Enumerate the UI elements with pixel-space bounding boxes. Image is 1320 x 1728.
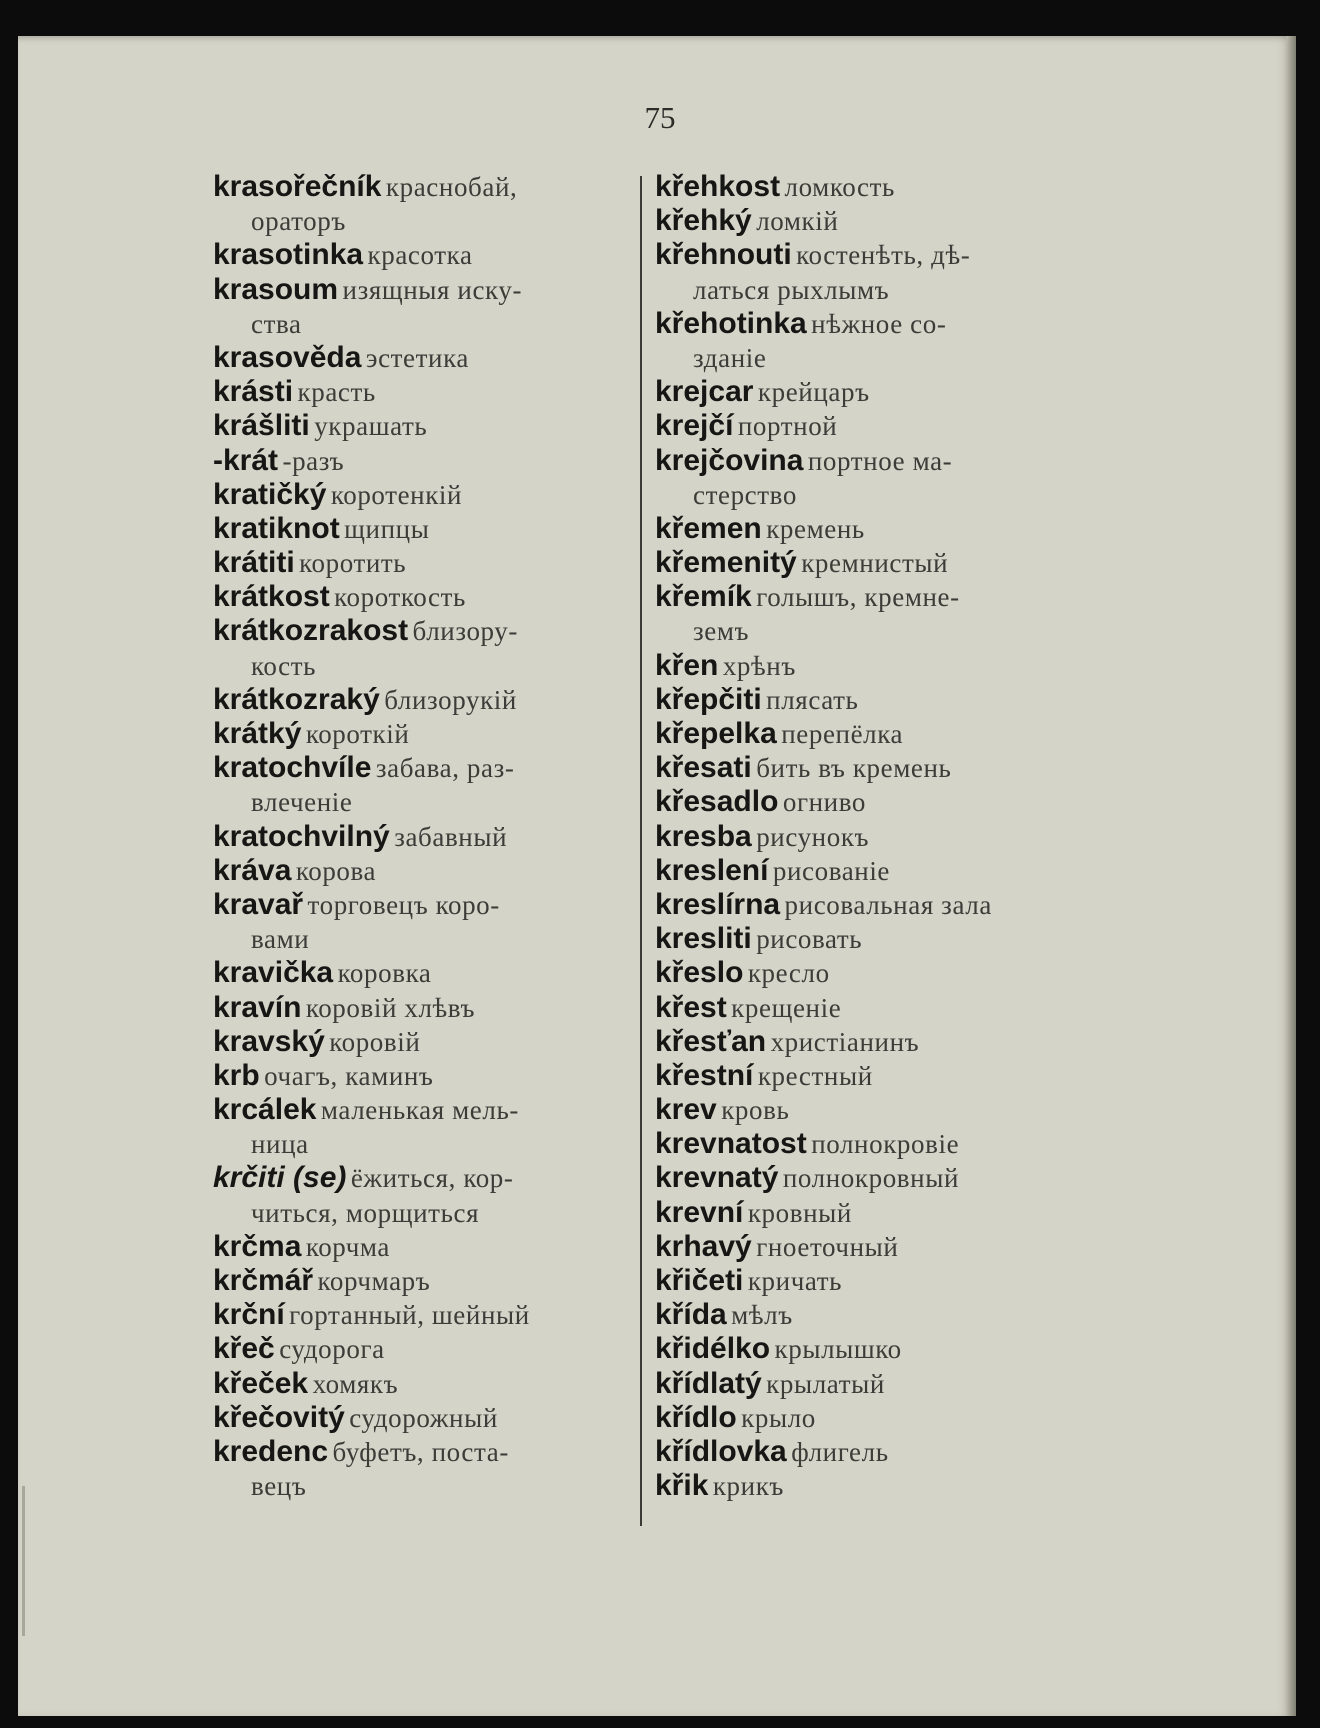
translation: рисунокъ	[756, 821, 870, 852]
translation: полнокровіе	[811, 1129, 960, 1160]
dictionary-entry	[213, 512, 628, 546]
dictionary-entry	[655, 751, 1070, 785]
headword: křečovitý	[213, 1400, 345, 1434]
entry-continuation	[213, 785, 628, 819]
translation: зданіе	[693, 342, 767, 373]
headword: křehký	[655, 204, 752, 238]
headword: křepčiti	[655, 682, 762, 716]
translation: гноеточный	[756, 1231, 899, 1262]
dictionary-entry	[655, 444, 1070, 478]
headword: křemík	[655, 580, 752, 614]
headword: krásti	[213, 375, 294, 409]
translation: земъ	[693, 616, 750, 647]
margin-mark	[22, 1486, 25, 1636]
dictionary-entry	[655, 785, 1070, 819]
translation: буфетъ, поста-	[332, 1436, 509, 1467]
left-column	[213, 170, 628, 1503]
dictionary-entry	[655, 956, 1070, 990]
dictionary-entry	[655, 238, 1070, 272]
headword: krášliti	[213, 409, 310, 443]
headword: kresba	[655, 819, 752, 853]
dictionary-entry	[213, 991, 628, 1025]
translation: корчмаръ	[317, 1266, 431, 1296]
headword: krev	[655, 1093, 717, 1127]
translation: корова	[295, 855, 377, 886]
dictionary-entry	[213, 1435, 628, 1469]
dictionary-entry	[655, 1127, 1070, 1161]
headword: křemen	[655, 511, 762, 545]
dictionary-entry	[655, 1435, 1070, 1469]
entry-continuation	[213, 649, 628, 683]
dictionary-entry	[655, 1161, 1070, 1195]
headword: křidélko	[655, 1332, 771, 1366]
translation: краснобай,	[385, 172, 518, 202]
headword: kredenc	[213, 1434, 329, 1468]
dictionary-entry	[655, 1230, 1070, 1264]
dictionary-entry	[213, 580, 628, 614]
headword: krasořečník	[213, 170, 382, 203]
headword: křepelka	[655, 717, 777, 750]
dictionary-entry	[655, 409, 1070, 443]
dictionary-entry	[655, 307, 1070, 341]
headword: křesati	[655, 751, 752, 785]
dictionary-entry	[655, 1093, 1070, 1127]
translation: ёжиться, кор-	[350, 1163, 514, 1194]
dictionary-entry	[655, 854, 1070, 888]
translation: близорукій	[384, 684, 517, 715]
dictionary-entry	[655, 1401, 1070, 1435]
dictionary-entry	[213, 1230, 628, 1264]
dictionary-entry	[213, 1401, 628, 1435]
dictionary-entry	[213, 375, 628, 409]
translation: костенѣть, дѣ-	[796, 240, 971, 271]
translation: стерство	[693, 479, 797, 510]
translation: красотка	[367, 240, 473, 271]
translation: кремнистый	[801, 548, 949, 579]
column-divider	[640, 176, 642, 1526]
headword: kresliti	[655, 922, 752, 956]
translation: украшать	[314, 411, 428, 442]
translation: ораторъ	[251, 206, 346, 237]
dictionary-entry	[655, 512, 1070, 546]
translation: кремень	[766, 513, 865, 544]
dictionary-entry	[213, 888, 628, 922]
translation: влеченіе	[251, 787, 353, 818]
headword: krasotinka	[213, 238, 364, 272]
translation: рисованіе	[772, 855, 891, 886]
headword: křest	[655, 990, 727, 1024]
dictionary-entry	[655, 922, 1070, 956]
translation: крикъ	[712, 1471, 784, 1502]
translation: портной	[737, 411, 838, 442]
headword: křehkost	[655, 170, 781, 203]
dictionary-entry	[655, 1367, 1070, 1401]
headword: křen	[655, 648, 719, 682]
headword: křídlo	[655, 1400, 737, 1434]
translation: коровій хлѣвъ	[305, 992, 476, 1023]
translation: читься, морщиться	[251, 1197, 480, 1228]
headword: krátkozraký	[213, 682, 380, 716]
translation: коротенкій	[330, 479, 463, 510]
dictionary-entry	[655, 717, 1070, 751]
translation: ломкость	[784, 172, 895, 202]
translation: коротить	[299, 548, 407, 579]
headword: kráva	[213, 853, 292, 887]
headword: krčma	[213, 1229, 302, 1263]
headword: krb	[213, 1058, 260, 1092]
translation: эстетика	[365, 342, 469, 373]
translation: мѣлъ	[731, 1300, 793, 1331]
headword: křída	[655, 1298, 727, 1332]
headword: křestní	[655, 1058, 754, 1092]
translation: голышъ, кремне-	[756, 582, 960, 613]
entry-continuation	[213, 1196, 628, 1230]
translation: гортанный, шейный	[289, 1300, 530, 1331]
dictionary-entry	[213, 614, 628, 648]
headword: křesadlo	[655, 785, 779, 819]
dictionary-entry	[213, 238, 628, 272]
headword: krčmář	[213, 1264, 314, 1297]
headword: krční	[213, 1298, 285, 1332]
dictionary-entry	[655, 1264, 1070, 1298]
translation: ства	[251, 308, 302, 339]
dictionary-entry	[213, 1264, 628, 1298]
translation: щипцы	[344, 513, 430, 544]
headword: krcálek	[213, 1093, 317, 1127]
translation: красть	[297, 377, 376, 408]
headword: kravín	[213, 990, 302, 1024]
entry-continuation	[213, 922, 628, 956]
translation: рисовальная зала	[784, 889, 992, 920]
translation: ница	[251, 1129, 309, 1160]
headword: křehotinka	[655, 306, 807, 340]
translation: хрѣнъ	[722, 650, 796, 681]
dictionary-entry	[655, 1469, 1070, 1503]
headword: kratičký	[213, 477, 327, 511]
headword: křesťan	[655, 1024, 767, 1058]
headword: krevnatý	[655, 1161, 779, 1195]
dictionary-entry	[213, 751, 628, 785]
headword: krátkost	[213, 580, 330, 614]
translation: забава, раз-	[375, 753, 515, 784]
headword: krejčí	[655, 409, 734, 443]
translation: кость	[251, 650, 317, 681]
headword: krejčovina	[655, 443, 804, 477]
dictionary-entry	[213, 956, 628, 990]
headword: křeček	[213, 1366, 309, 1400]
dictionary-entry	[213, 1059, 628, 1093]
dictionary-entry	[655, 888, 1070, 922]
translation: ломкій	[756, 206, 839, 237]
headword: kratochvilný	[213, 819, 390, 853]
right-column	[655, 170, 1070, 1503]
translation: судорога	[279, 1334, 385, 1365]
translation: кровный	[747, 1197, 852, 1228]
translation: торговецъ коро-	[307, 889, 500, 920]
headword: křemenitý	[655, 546, 797, 580]
headword: křehnouti	[655, 238, 792, 272]
translation: кровь	[721, 1095, 790, 1126]
dictionary-entry	[655, 649, 1070, 683]
page-number: 75	[644, 100, 676, 135]
headword: kratochvíle	[213, 751, 372, 785]
headword: kravička	[213, 956, 334, 990]
dictionary-entry	[655, 170, 1070, 204]
dictionary-entry	[213, 1332, 628, 1366]
headword: kreslírna	[655, 887, 781, 921]
dictionary-entry	[213, 1367, 628, 1401]
dictionary-entry	[655, 580, 1070, 614]
translation: латься рыхлымъ	[693, 274, 890, 305]
entry-continuation	[213, 1469, 628, 1503]
headword: křídlovka	[655, 1434, 787, 1468]
dictionary-entry	[655, 546, 1070, 580]
translation: перепёлка	[781, 719, 904, 749]
translation: вами	[251, 924, 310, 955]
translation: крыло	[741, 1402, 816, 1433]
dictionary-entry	[213, 1161, 628, 1195]
headword: křičeti	[655, 1264, 744, 1297]
translation: флигель	[791, 1436, 889, 1467]
translation: полнокровный	[782, 1163, 959, 1194]
entry-continuation	[655, 614, 1070, 648]
translation: рисовать	[756, 924, 863, 955]
entry-continuation	[655, 273, 1070, 307]
dictionary-entry	[213, 820, 628, 854]
dictionary-entry	[213, 683, 628, 717]
entry-continuation	[213, 1127, 628, 1161]
translation: коровій	[329, 1026, 421, 1057]
translation: крылатый	[766, 1368, 885, 1399]
translation: коровка	[337, 958, 432, 989]
headword: kratiknot	[213, 511, 340, 545]
entry-continuation	[655, 341, 1070, 375]
dictionary-entry	[213, 478, 628, 512]
translation: портное ма-	[807, 445, 953, 476]
headword: krátiti	[213, 546, 295, 580]
headword: krevní	[655, 1195, 744, 1229]
dictionary-entry	[213, 854, 628, 888]
headword: krejcar	[655, 375, 754, 409]
headword: krasoum	[213, 272, 339, 306]
translation: маленькая мель-	[320, 1095, 519, 1126]
dictionary-entry	[655, 1298, 1070, 1332]
translation: бить въ кремень	[756, 753, 952, 784]
dictionary-entry	[213, 546, 628, 580]
headword: krátký	[213, 717, 302, 750]
dictionary-entry	[655, 1332, 1070, 1366]
headword: křeslo	[655, 956, 744, 990]
dictionary-entry	[655, 991, 1070, 1025]
entry-continuation	[655, 478, 1070, 512]
dictionary-entry	[655, 820, 1070, 854]
headword: křídlatý	[655, 1366, 762, 1400]
dictionary-entry	[655, 1025, 1070, 1059]
dictionary-entry	[213, 170, 628, 204]
headword: krhavý	[655, 1229, 752, 1263]
translation: христіанинъ	[770, 1026, 920, 1057]
headword: krátkozrakost	[213, 614, 409, 648]
headword: krasověda	[213, 340, 362, 374]
headword: kreslení	[655, 853, 769, 887]
translation: плясать	[766, 684, 859, 715]
dictionary-entry	[655, 204, 1070, 238]
dictionary-entry	[655, 683, 1070, 717]
translation: хомякъ	[312, 1368, 399, 1399]
headword: krevnatost	[655, 1127, 807, 1161]
dictionary-entry	[213, 717, 628, 751]
headword: kravský	[213, 1024, 325, 1058]
entry-continuation	[213, 204, 628, 238]
headword: křeč	[213, 1332, 275, 1366]
dictionary-entry	[213, 1025, 628, 1059]
dictionary-entry	[655, 1059, 1070, 1093]
translation: -разъ	[282, 445, 345, 476]
dictionary-entry	[655, 1196, 1070, 1230]
translation: кричать	[747, 1266, 843, 1296]
translation: забавный	[394, 821, 508, 852]
translation: очагъ, каминъ	[264, 1060, 434, 1091]
translation: короткость	[334, 582, 466, 613]
translation: изящныя иску-	[342, 274, 523, 305]
translation: нѣжное со-	[811, 308, 947, 339]
headword: křik	[655, 1469, 709, 1503]
translation: крейцаръ	[757, 377, 870, 408]
translation: крылышко	[774, 1334, 902, 1365]
dictionary-entry	[213, 1093, 628, 1127]
translation: корчма	[305, 1231, 390, 1262]
dictionary-entry	[213, 444, 628, 478]
entry-continuation	[213, 307, 628, 341]
dictionary-entry	[655, 375, 1070, 409]
dictionary-entry	[213, 409, 628, 443]
dictionary-entry	[213, 273, 628, 307]
dictionary-entry	[213, 341, 628, 375]
translation: вецъ	[251, 1471, 307, 1502]
translation: крестный	[757, 1060, 873, 1091]
translation: кресло	[747, 958, 830, 989]
translation: судорожный	[349, 1402, 498, 1433]
translation: короткій	[305, 719, 410, 749]
page-edge-shadow	[1286, 36, 1296, 1716]
translation: огниво	[782, 787, 866, 818]
translation: крещеніе	[731, 992, 842, 1023]
headword: krčiti (se)	[213, 1161, 347, 1195]
headword: -krát	[213, 443, 279, 477]
headword: kravař	[213, 887, 304, 921]
translation: близору-	[412, 616, 518, 647]
dictionary-entry	[213, 1298, 628, 1332]
